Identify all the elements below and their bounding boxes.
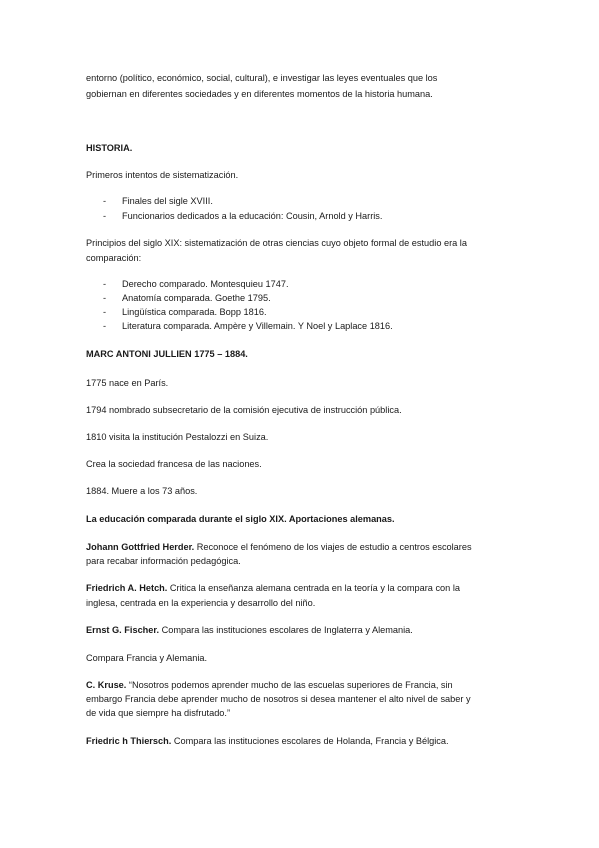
author-name: Friedric h Thiersch. [86, 736, 172, 746]
kruse-paragraph-line-3: de vida que siempre ha disfrutado.” [86, 708, 231, 718]
thiersch-paragraph [86, 735, 449, 747]
list-item-text: Literatura comparada. Ampère y Villemain. Y Noel y Laplace 1816. [122, 321, 393, 331]
jullien-event: 1810 visita la institución Pestalozzi en Suiza. [86, 432, 269, 442]
hetch-paragraph-line-2: inglesa, centrada en la experiencia y desarrollo del niño. [86, 598, 316, 608]
herder-paragraph-line-1 [86, 541, 472, 553]
principles-line-2: comparación: [86, 253, 142, 263]
jullien-event: 1884. Muere a los 73 años. [86, 486, 198, 496]
bullet-dash: - [103, 279, 107, 289]
fischer-paragraph-line-1 [86, 624, 413, 636]
principles-line-1: Principios del siglo XIX: sistematización de otras ciencias cuyo objeto formal de estudio era la [86, 238, 467, 248]
author-name: Ernst G. Fischer. [86, 625, 160, 635]
list-item-text: Funcionarios dedicados a la educación: Cousin, Arnold y Harris. [122, 211, 383, 221]
aportaciones-heading: La educación comparada durante el siglo XIX. Aportaciones alemanas. [86, 514, 395, 524]
hetch-paragraph-line-1 [86, 582, 460, 594]
jullien-event: 1794 nombrado subsecretario de la comisión ejecutiva de instrucción pública. [86, 405, 402, 415]
jullien-event: 1775 nace en París. [86, 378, 169, 388]
author-name: C. Kruse. [86, 680, 127, 690]
bullet-dash: - [103, 307, 107, 317]
list-item-text: Finales del sigle XVIII. [122, 196, 213, 206]
thiersch-text: Compara las instituciones escolares de Holanda, Francia y Bélgica. [171, 736, 449, 746]
historia-heading: HISTORIA. [86, 143, 133, 153]
bullet-dash: - [103, 196, 107, 206]
kruse-paragraph-line-1 [86, 679, 453, 691]
first-attempts-text: Primeros intentos de sistematización. [86, 170, 239, 180]
intro-line-1: entorno (político, económico, social, cultural), e investigar las leyes eventuales que los [86, 73, 438, 83]
fischer-paragraph-line-2: Compara Francia y Alemania. [86, 653, 208, 663]
jullien-heading: MARC ANTONI JULLIEN 1775 – 1884. [86, 349, 248, 359]
list-item-text: Derecho comparado. Montesquieu 1747. [122, 279, 289, 289]
jullien-event: Crea la sociedad francesa de las naciones. [86, 459, 262, 469]
hetch-text: Critica la enseñanza alemana centrada en la teoría y la compara con la [167, 583, 460, 593]
intro-line-2: gobiernan en diferentes sociedades y en diferentes momentos de la historia humana. [86, 89, 433, 99]
kruse-text: “Nosotros podemos aprender mucho de las escuelas superiores de Francia, sin [126, 680, 453, 690]
list-item-text: Anatomía comparada. Goethe 1795. [122, 293, 271, 303]
herder-paragraph-line-2: para recabar información pedagógica. [86, 556, 241, 566]
author-name: Friedrich A. Hetch. [86, 583, 168, 593]
herder-text: Reconoce el fenómeno de los viajes de estudio a centros escolares [194, 542, 472, 552]
list-item-text: Lingüística comparada. Bopp 1816. [122, 307, 267, 317]
bullet-dash: - [103, 293, 107, 303]
kruse-paragraph-line-2: embargo Francia debe aprender mucho de nosotros si desea mantener el alto nivel de saber y [86, 694, 471, 704]
bullet-dash: - [103, 321, 107, 331]
fischer-text: Compara las instituciones escolares de Inglaterra y Alemania. [159, 625, 413, 635]
author-name: Johann Gottfried Herder. [86, 542, 195, 552]
bullet-dash: - [103, 211, 107, 221]
